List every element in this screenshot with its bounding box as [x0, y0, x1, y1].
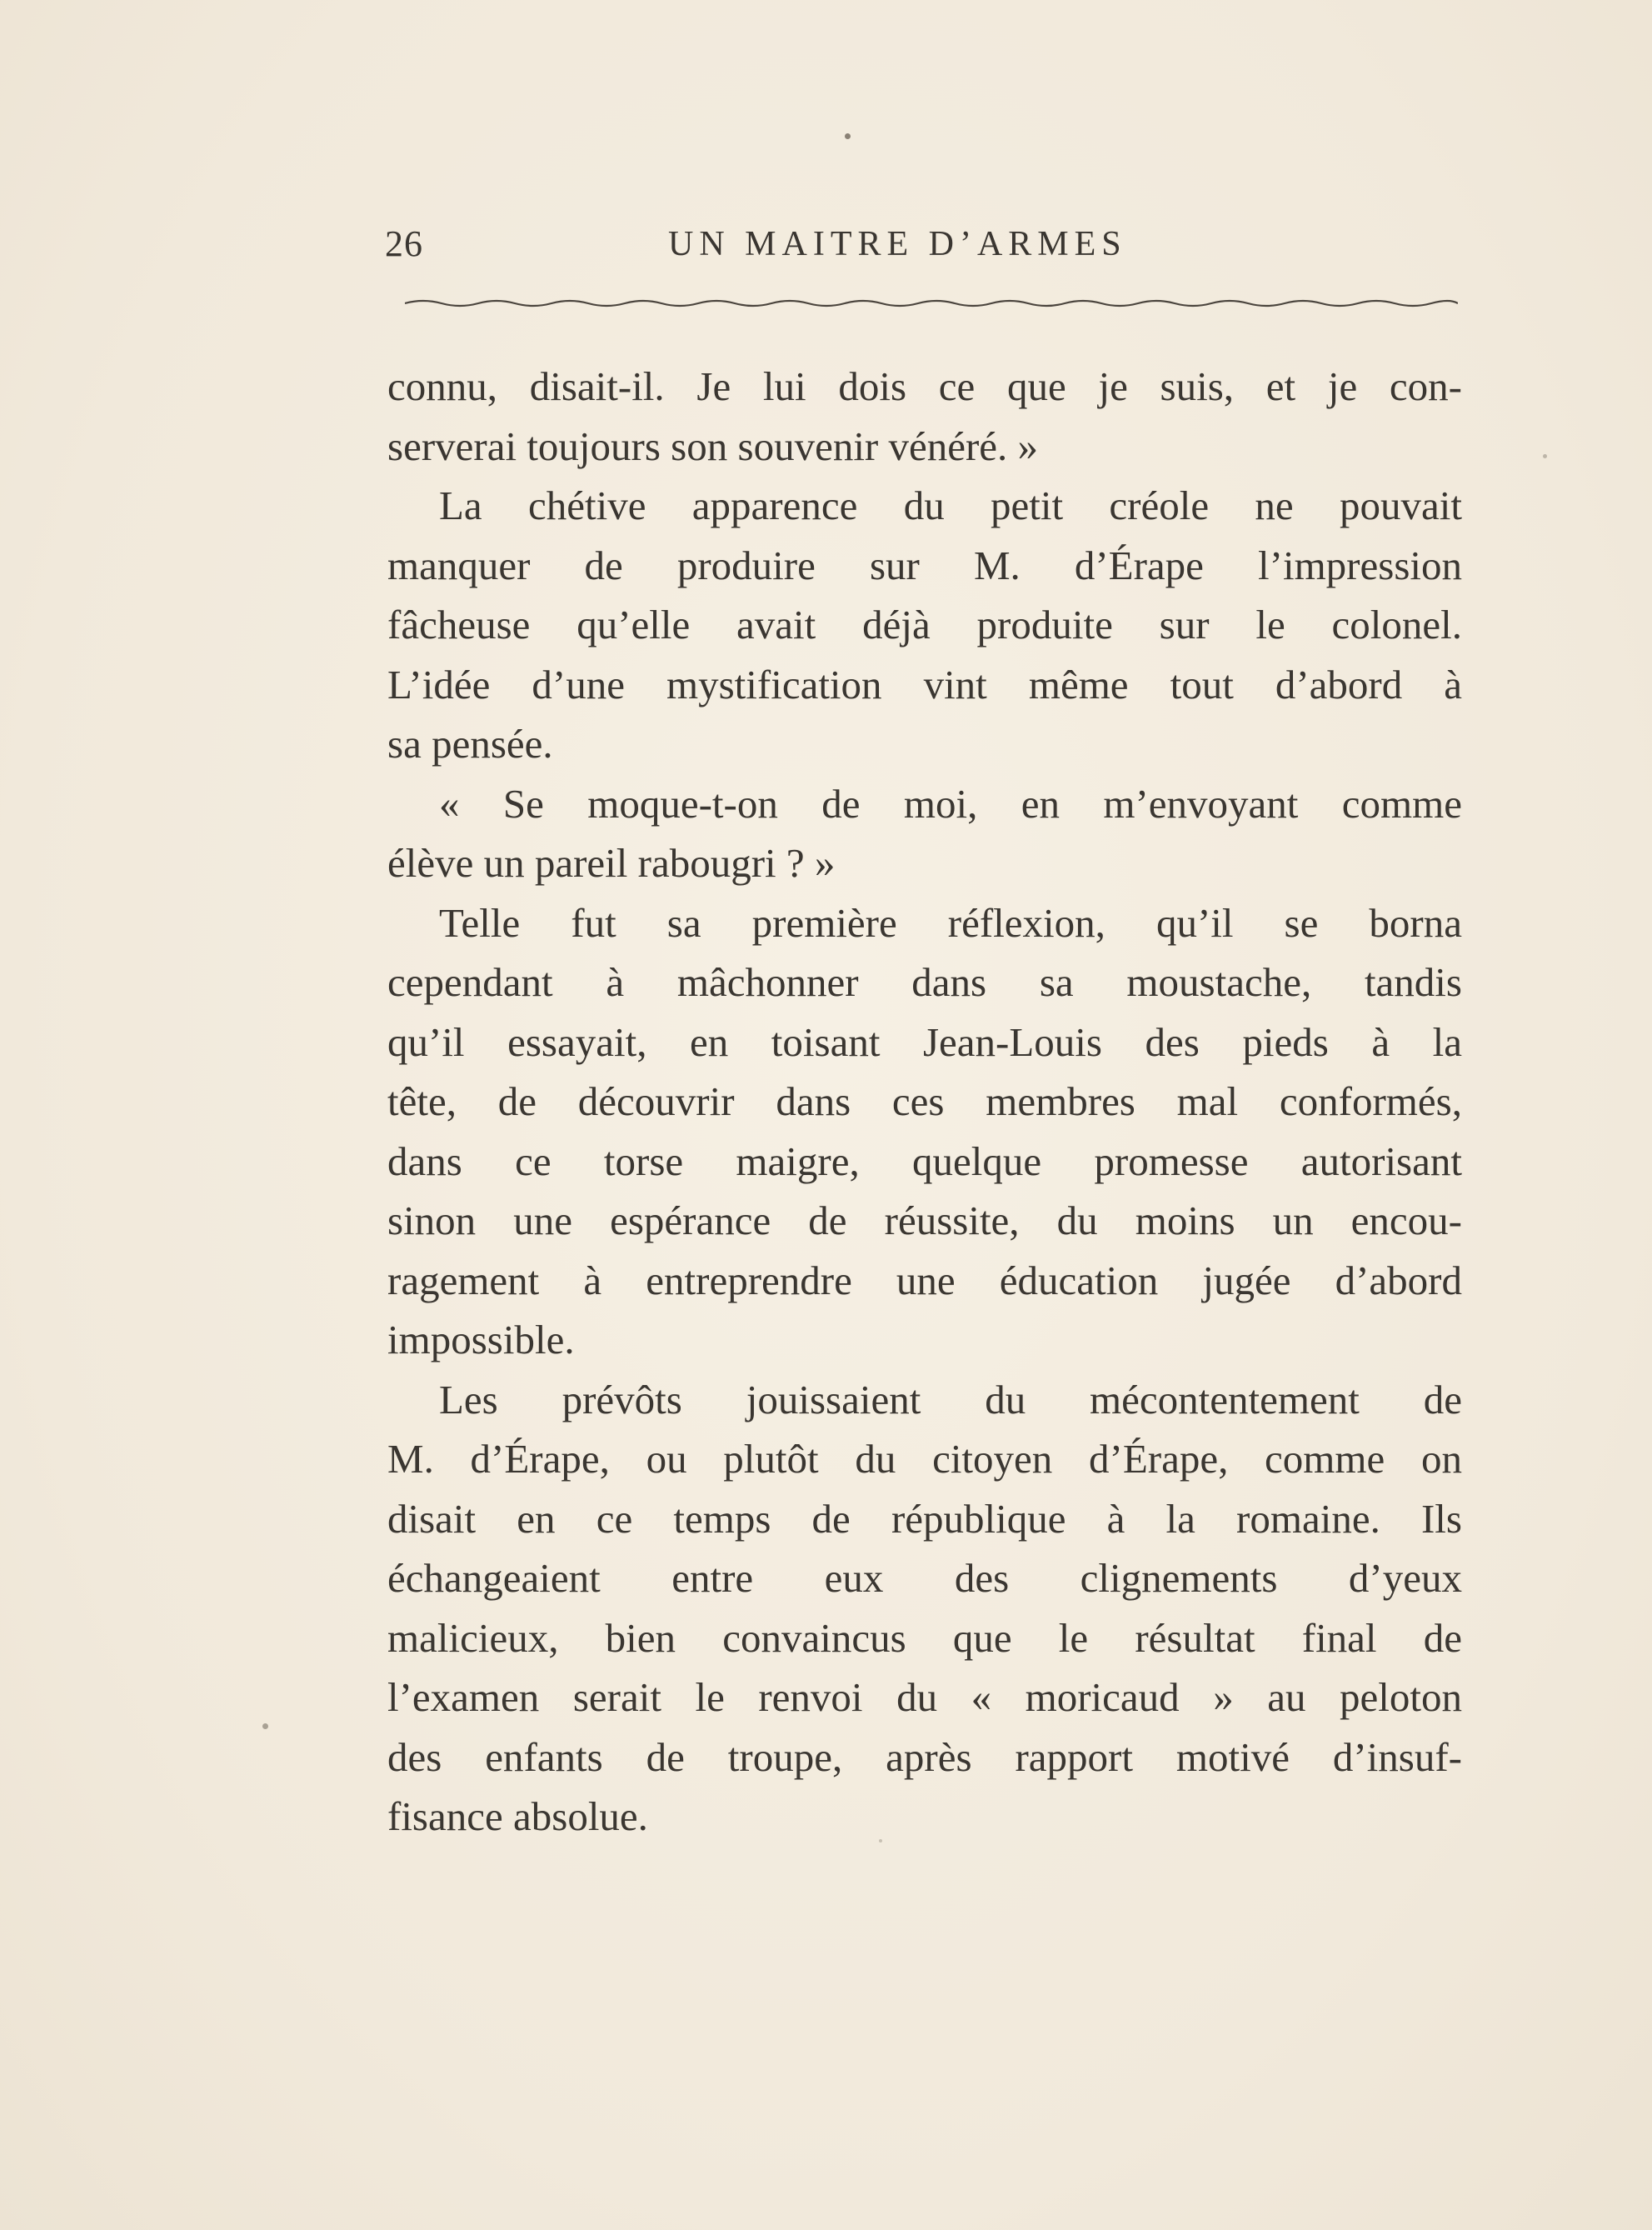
text-line: La chétive apparence du petit créole ne pouvait	[439, 482, 1462, 528]
text-line: disait en ce temps de république à la romaine. Ils	[387, 1495, 1462, 1542]
text-line: ragement à entreprendre une éducation jugée d’abord	[387, 1257, 1462, 1303]
text-line: sa pensée.	[387, 721, 553, 767]
text-line: l’examen serait le renvoi du « moricaud » au peloton	[387, 1674, 1462, 1720]
text-line: des enfants de troupe, après rapport motivé d’insuf-	[387, 1733, 1462, 1780]
text-line: connu, disait-il. Je lui dois ce que je suis, et je con-	[387, 363, 1462, 409]
page-number: 26	[385, 223, 423, 264]
body-text	[387, 357, 1462, 1847]
running-title: UN MAITRE D’ARMES	[668, 225, 1127, 263]
text-line: manquer de produire sur M. d’Érape l’impression	[387, 542, 1462, 588]
text-line: tête, de découvrir dans ces membres mal conformés,	[387, 1078, 1462, 1124]
text-line: Les prévôts jouissaient du mécontentement de	[439, 1376, 1462, 1422]
text-line: Telle fut sa première réflexion, qu’il se borna	[439, 899, 1462, 946]
text-line: fisance absolue.	[387, 1793, 648, 1839]
text-line: élève un pareil rabougri ? »	[387, 840, 836, 886]
text-line: malicieux, bien convaincus que le résultat final de	[387, 1614, 1462, 1661]
text-line: serverai toujours son souvenir vénéré. »	[387, 422, 1039, 469]
text-line: L’idée d’une mystification vint même tout d’abord à	[387, 661, 1462, 708]
text-line: M. d’Érape, ou plutôt du citoyen d’Érape, comme on	[387, 1436, 1462, 1482]
paper-speck	[262, 1723, 268, 1729]
text-line: qu’il essayait, en toisant Jean-Louis des pieds à la	[387, 1018, 1462, 1065]
text-line: cependant à mâchonner dans sa moustache, tandis	[387, 959, 1462, 1005]
paper-speck	[1543, 454, 1547, 458]
decorative-wavy-rule	[405, 297, 1458, 308]
paper-speck	[845, 133, 851, 139]
text-line: « Se moque-t-on de moi, en m’envoyant comme	[439, 780, 1462, 827]
page-header	[385, 215, 1468, 273]
text-line: impossible.	[387, 1317, 575, 1362]
text-line: dans ce torse maigre, quelque promesse autorisant	[387, 1138, 1462, 1184]
text-line: fâcheuse qu’elle avait déjà produite sur le colonel.	[387, 602, 1462, 648]
text-line: échangeaient entre eux des clignements d’yeux	[387, 1555, 1462, 1601]
text-line: sinon une espérance de réussite, du moins un encou-	[387, 1198, 1462, 1243]
